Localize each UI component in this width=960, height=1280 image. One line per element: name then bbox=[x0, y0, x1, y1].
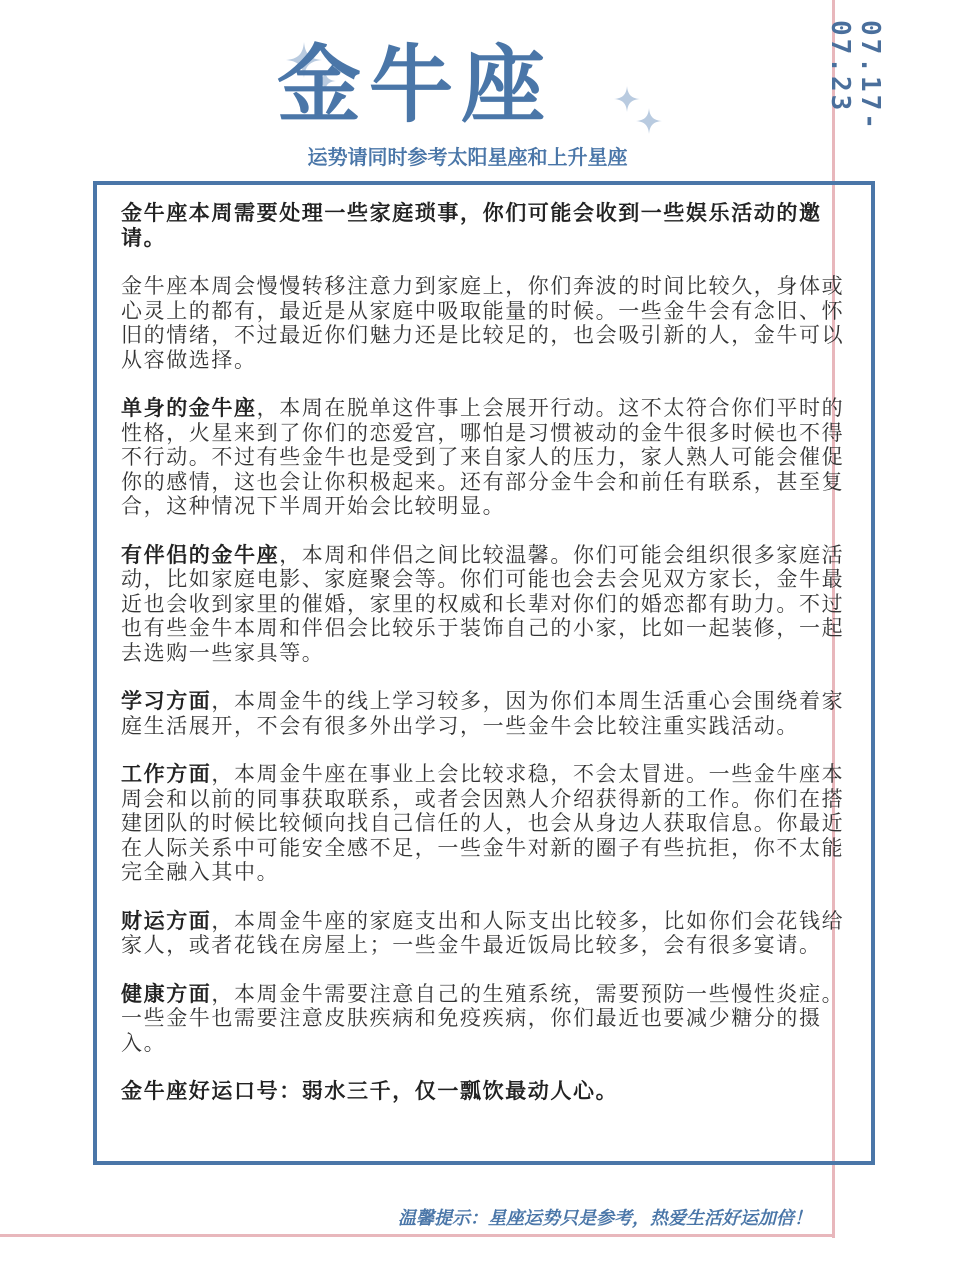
section-text: ，本周在脱单这件事上会展开行动。这不太符合你们平时的性格，火星来到了你们的恋爱宫，哪怕是习惯被动的金牛很多时候也不得不行动。不过有些金牛也是受到了来自家人的压力，家人熟人可能会催促你的感情，这也会让你积极起来。还有部分金牛会和前任有联系，甚至复合，这种情况下半周开始会比较明显。 bbox=[121, 396, 845, 518]
page-title: 金牛座 bbox=[276, 36, 553, 134]
section-health bbox=[121, 982, 849, 1056]
decorative-horizontal-line bbox=[0, 1234, 835, 1237]
section-heading: 有伴侣的金牛座 bbox=[121, 542, 280, 567]
section-work bbox=[121, 762, 849, 885]
section-text: ，本周和伴侣之间比较温馨。你们可能会组织很多家庭活动，比如家庭电影、家庭聚会等。你们可能也会去会见双方家长，金牛最近也会收到家里的催婚，家里的权威和长辈对你们的婚恋都有助力。不过也有些金牛本周和伴侣会比较乐于装饰自己的小家，比如一起装修，一起去选购一些家具等。 bbox=[121, 542, 845, 665]
section-finance bbox=[121, 909, 849, 958]
intro-bold: 金牛座本周需要处理一些家庭琐事，你们可能会收到一些娱乐活动的邀请。 bbox=[121, 201, 822, 250]
intro-paragraph bbox=[121, 201, 849, 250]
section-heading: 健康方面 bbox=[121, 981, 212, 1006]
section-text: ，本周金牛座的家庭支出和人际支出比较多，比如你们会花钱给家人，或者花钱在房屋上；一些金牛最近饭局比较多，会有很多宴请。 bbox=[121, 908, 845, 957]
section-heading: 学习方面 bbox=[121, 689, 212, 713]
date-range: 07.17-07.23 bbox=[825, 20, 885, 132]
section-text: ，本周金牛需要注意自己的生殖系统，需要预防一些慢性炎症。一些金牛也需要注意皮肤疾病和免疫疾病，你们最近也要减少糖分的摄入。 bbox=[121, 981, 845, 1055]
section-heading: 单身的金牛座 bbox=[121, 396, 257, 420]
section-study bbox=[121, 689, 849, 738]
section-text: ，本周金牛座在事业上会比较求稳，不会太冒进。一些金牛座本周会和以前的同事获取联系，或者会因熟人介绍获得新的工作。你们在搭建团队的时候比较倾向找自己信任的人，也会从身边人获取信息。你最近在人际关系中可能安全感不足，一些金牛对新的圈子有些抗拒，你不太能完全融入其中。 bbox=[121, 762, 845, 884]
slogan bbox=[121, 1079, 849, 1104]
section-text: ，本周金牛的线上学习较多，因为你们本周生活重心会围绕着家庭生活展开，不会有很多外出学习，一些金牛会比较注重实践活动。 bbox=[121, 689, 845, 738]
slogan-text: 金牛座好运口号：弱水三千，仅一瓢饮最动人心。 bbox=[121, 1079, 619, 1103]
section-partner bbox=[121, 543, 849, 666]
section-heading: 工作方面 bbox=[121, 762, 212, 786]
page-subtitle: 运势请同时参考太阳星座和上升星座 bbox=[307, 145, 628, 169]
footer-tip: 温馨提示：星座运势只是参考，热爱生活好运加倍！ bbox=[398, 1208, 812, 1229]
section-heading: 财运方面 bbox=[121, 908, 212, 933]
paragraph-general: 金牛座本周会慢慢转移注意力到家庭上，你们奔波的时间比较久，身体或心灵上的都有，最近是从家庭中吸取能量的时候。一些金牛会有念旧、怀旧的情绪，不过最近你们魅力还是比较足的，也会吸引新的人，金牛可以从容做选择。 bbox=[121, 274, 845, 372]
section-single bbox=[121, 396, 849, 519]
content-box bbox=[93, 181, 875, 1165]
